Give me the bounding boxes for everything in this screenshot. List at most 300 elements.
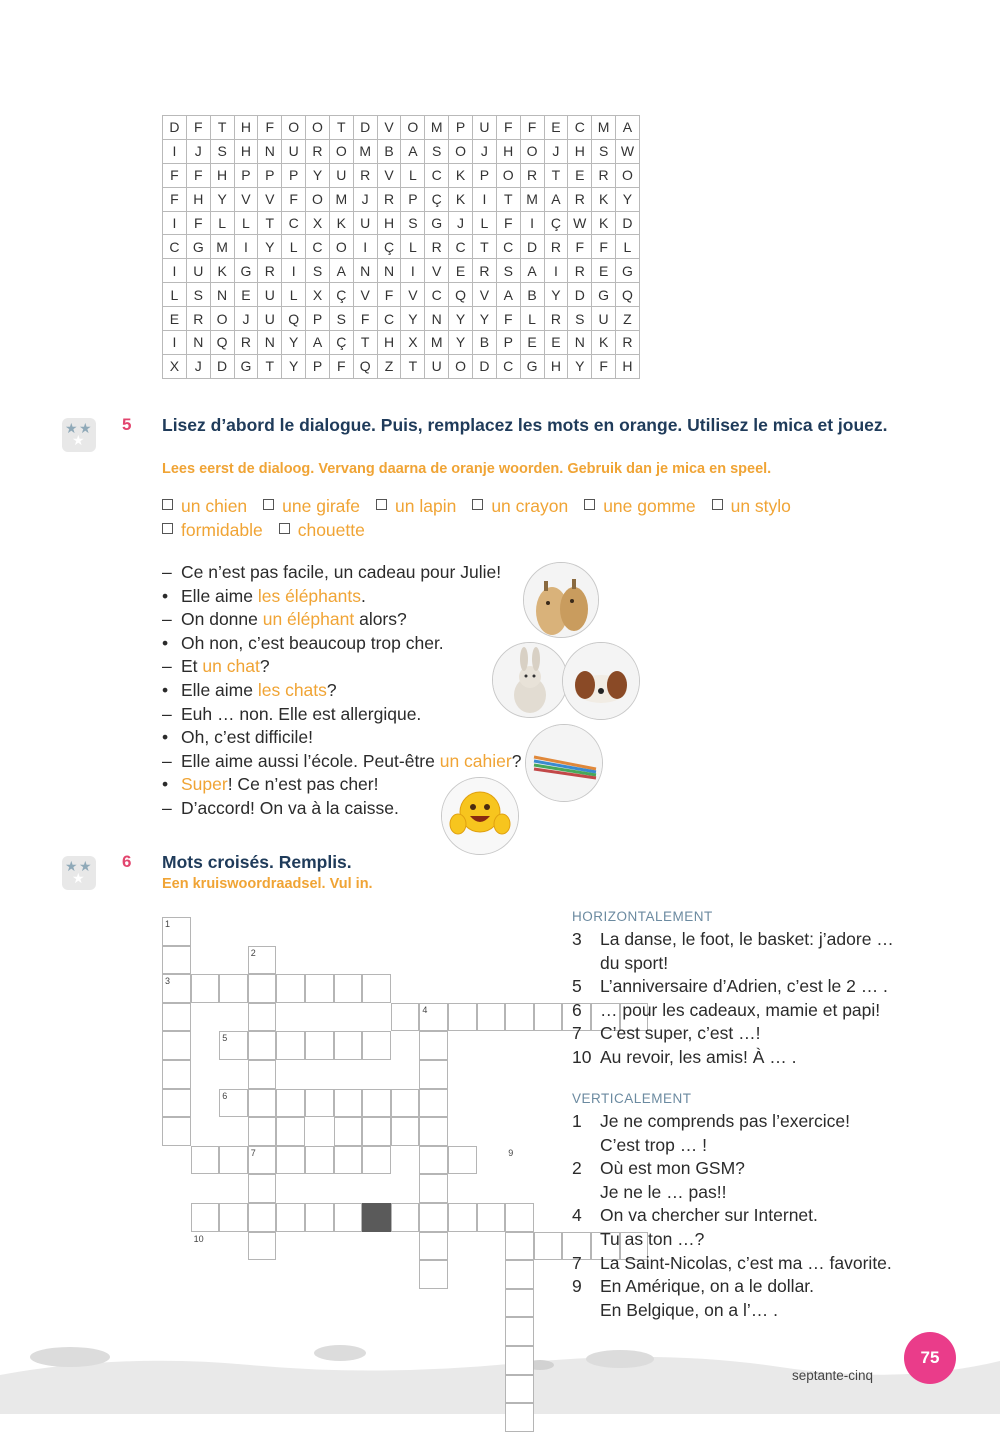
checkbox-icon[interactable] [472, 499, 483, 510]
word-search-cell[interactable]: L [282, 283, 306, 307]
crossword-cell[interactable] [334, 1031, 363, 1060]
crossword-cell[interactable] [305, 1203, 334, 1232]
word-search-cell[interactable]: N [425, 307, 449, 331]
word-search-cell[interactable]: O [496, 163, 520, 187]
word-search-cell[interactable]: P [306, 354, 330, 378]
word-search-cell[interactable]: I [163, 211, 187, 235]
word-search-cell[interactable]: H [186, 187, 210, 211]
word-search-cell[interactable]: X [401, 331, 425, 355]
word-search-cell[interactable]: R [258, 259, 282, 283]
word-search-cell[interactable]: D [353, 116, 377, 140]
crossword-cell[interactable] [505, 1317, 534, 1346]
crossword-cell[interactable] [391, 1003, 420, 1032]
crossword-cell[interactable] [505, 1203, 534, 1232]
word-search-cell[interactable]: P [282, 163, 306, 187]
word-search-cell[interactable]: I [544, 259, 568, 283]
crossword-cell[interactable] [419, 1232, 448, 1261]
word-search-cell[interactable]: Y [282, 331, 306, 355]
word-search-cell[interactable]: S [592, 139, 616, 163]
word-search-cell[interactable]: J [353, 187, 377, 211]
word-search-cell[interactable]: A [401, 139, 425, 163]
crossword-cell[interactable] [505, 1232, 534, 1261]
word-search-cell[interactable]: R [568, 259, 592, 283]
word-search-cell[interactable]: C [163, 235, 187, 259]
crossword-cell[interactable] [419, 1031, 448, 1060]
word-search-cell[interactable]: K [329, 211, 353, 235]
word-search-cell[interactable]: Y [568, 354, 592, 378]
word-search-cell[interactable]: B [377, 139, 401, 163]
word-search-cell[interactable]: U [472, 116, 496, 140]
word-search-cell[interactable]: Q [616, 283, 640, 307]
crossword-cell[interactable] [534, 1003, 563, 1032]
word-search-cell[interactable]: C [306, 235, 330, 259]
word-search-cell[interactable]: M [353, 139, 377, 163]
word-search-cell[interactable]: R [592, 163, 616, 187]
word-search-cell[interactable]: Ç [377, 235, 401, 259]
crossword-cell[interactable] [419, 1117, 448, 1146]
word-search-cell[interactable]: O [449, 139, 473, 163]
word-search-cell[interactable]: Y [401, 307, 425, 331]
word-search-cell[interactable]: L [163, 283, 187, 307]
word-search-cell[interactable]: D [163, 116, 187, 140]
word-search-cell[interactable]: C [449, 235, 473, 259]
option-item[interactable] [712, 494, 791, 518]
crossword-cell[interactable] [505, 1289, 534, 1318]
word-search-cell[interactable]: C [282, 211, 306, 235]
word-search-cell[interactable]: Q [210, 331, 234, 355]
crossword-cell[interactable] [248, 1031, 277, 1060]
word-search-cell[interactable]: Y [449, 331, 473, 355]
word-search-cell[interactable]: B [520, 283, 544, 307]
word-search-cell[interactable]: V [425, 259, 449, 283]
word-search-cell[interactable]: N [258, 139, 282, 163]
word-search-cell[interactable]: I [163, 259, 187, 283]
crossword-cell[interactable] [419, 1146, 448, 1175]
word-search-cell[interactable]: D [210, 354, 234, 378]
word-search-cell[interactable]: Y [544, 283, 568, 307]
word-search-cell[interactable]: N [186, 331, 210, 355]
word-search-cell[interactable]: F [592, 235, 616, 259]
crossword-cell[interactable] [248, 1117, 277, 1146]
word-search-cell[interactable]: Ç [329, 331, 353, 355]
word-search-cell[interactable]: S [401, 211, 425, 235]
word-search-cell[interactable]: W [616, 139, 640, 163]
word-search-cell[interactable]: H [234, 116, 258, 140]
word-search-cell[interactable]: F [496, 211, 520, 235]
word-search-cell[interactable]: J [186, 139, 210, 163]
crossword-cell[interactable] [505, 1003, 534, 1032]
word-search-cell[interactable]: P [306, 307, 330, 331]
word-search-cell[interactable]: C [377, 307, 401, 331]
crossword-cell[interactable] [448, 1203, 477, 1232]
crossword-cell[interactable] [219, 1203, 248, 1232]
word-search-cell[interactable]: R [353, 163, 377, 187]
word-search-cell[interactable]: R [186, 307, 210, 331]
word-search-cell[interactable]: K [449, 163, 473, 187]
word-search-cell[interactable]: G [616, 259, 640, 283]
word-search-cell[interactable]: N [210, 283, 234, 307]
word-search-cell[interactable]: O [282, 116, 306, 140]
checkbox-icon[interactable] [162, 523, 173, 534]
word-search-cell[interactable]: O [306, 116, 330, 140]
word-search-cell[interactable]: F [568, 235, 592, 259]
crossword-cell[interactable] [276, 1089, 305, 1118]
crossword-cell[interactable] [305, 1089, 334, 1118]
word-search-cell[interactable]: Q [449, 283, 473, 307]
word-search-cell[interactable]: M [210, 235, 234, 259]
word-search-cell[interactable]: I [282, 259, 306, 283]
word-search-cell[interactable]: V [258, 187, 282, 211]
word-search-cell[interactable]: L [401, 235, 425, 259]
word-search-cell[interactable]: M [592, 116, 616, 140]
crossword-cell[interactable] [305, 1146, 334, 1175]
word-search-cell[interactable]: T [258, 211, 282, 235]
word-search-cell[interactable]: R [377, 187, 401, 211]
crossword-cell[interactable] [334, 1146, 363, 1175]
word-search-cell[interactable]: I [234, 235, 258, 259]
word-search-cell[interactable]: R [544, 235, 568, 259]
crossword-cell[interactable] [248, 1089, 277, 1118]
word-search-cell[interactable]: O [401, 116, 425, 140]
crossword-cell[interactable] [448, 1146, 477, 1175]
word-search-cell[interactable]: O [616, 163, 640, 187]
crossword-cell[interactable] [305, 1031, 334, 1060]
word-search-cell[interactable]: P [449, 116, 473, 140]
word-search-cell[interactable]: A [306, 331, 330, 355]
crossword-cell[interactable] [534, 1232, 563, 1261]
word-search-cell[interactable]: V [377, 163, 401, 187]
word-search-cell[interactable]: T [210, 116, 234, 140]
crossword-cell[interactable] [248, 1232, 277, 1261]
word-search-cell[interactable]: F [496, 116, 520, 140]
word-search-cell[interactable]: T [329, 116, 353, 140]
word-search-cell[interactable]: I [163, 139, 187, 163]
crossword-cell[interactable] [248, 974, 277, 1003]
word-search-cell[interactable]: J [472, 139, 496, 163]
word-search-cell[interactable]: V [472, 283, 496, 307]
word-search-cell[interactable]: G [186, 235, 210, 259]
crossword-cell[interactable] [276, 1117, 305, 1146]
word-search-cell[interactable]: C [425, 163, 449, 187]
word-search-cell[interactable]: T [401, 354, 425, 378]
word-search-cell[interactable]: H [234, 139, 258, 163]
crossword-cell[interactable] [419, 1060, 448, 1089]
word-search-cell[interactable]: L [520, 307, 544, 331]
word-search-cell[interactable]: G [592, 283, 616, 307]
word-search-cell[interactable]: H [616, 354, 640, 378]
crossword-cell[interactable] [362, 974, 391, 1003]
word-search-cell[interactable]: A [544, 187, 568, 211]
word-search-cell[interactable]: Ç [425, 187, 449, 211]
crossword-cell[interactable] [334, 1117, 363, 1146]
crossword-cell[interactable] [191, 1146, 220, 1175]
option-item[interactable] [376, 494, 456, 518]
word-search-cell[interactable]: L [401, 163, 425, 187]
word-search-cell[interactable]: U [282, 139, 306, 163]
crossword-cell[interactable] [391, 1203, 420, 1232]
option-item[interactable] [162, 494, 247, 518]
word-search-cell[interactable]: A [496, 283, 520, 307]
word-search-cell[interactable]: E [568, 163, 592, 187]
word-search-cell[interactable]: S [496, 259, 520, 283]
crossword-cell[interactable] [248, 1203, 277, 1232]
option-item[interactable] [162, 518, 263, 542]
word-search-cell[interactable]: Ç [544, 211, 568, 235]
crossword-cell[interactable] [334, 1089, 363, 1118]
word-search-cell[interactable]: M [329, 187, 353, 211]
word-search-cell[interactable]: H [496, 139, 520, 163]
crossword-cell[interactable] [362, 1089, 391, 1118]
word-search-cell[interactable]: F [496, 307, 520, 331]
word-search-cell[interactable]: L [234, 211, 258, 235]
word-search-cell[interactable]: R [306, 139, 330, 163]
word-search-cell[interactable]: R [520, 163, 544, 187]
option-item[interactable] [584, 494, 695, 518]
word-search-cell[interactable]: S [306, 259, 330, 283]
crossword-cell[interactable] [334, 1203, 363, 1232]
word-search-cell[interactable]: Q [282, 307, 306, 331]
crossword-cell[interactable] [162, 946, 191, 975]
word-search-cell[interactable]: T [353, 331, 377, 355]
word-search-cell[interactable]: A [329, 259, 353, 283]
word-search-cell[interactable]: O [449, 354, 473, 378]
word-search-cell[interactable]: F [592, 354, 616, 378]
word-search-cell[interactable]: S [186, 283, 210, 307]
word-search-cell[interactable]: I [353, 235, 377, 259]
word-search-cell[interactable]: T [258, 354, 282, 378]
word-search-cell[interactable]: I [401, 259, 425, 283]
word-search-cell[interactable]: F [329, 354, 353, 378]
word-search-cell[interactable]: T [472, 235, 496, 259]
crossword-cell[interactable] [191, 1203, 220, 1232]
word-search-cell[interactable]: C [496, 235, 520, 259]
crossword-cell[interactable] [362, 1117, 391, 1146]
word-search-cell[interactable]: O [210, 307, 234, 331]
word-search-cell[interactable]: L [282, 235, 306, 259]
word-search-cell[interactable]: M [520, 187, 544, 211]
word-search-cell[interactable]: H [377, 331, 401, 355]
crossword-cell[interactable] [419, 1260, 448, 1289]
word-search-cell[interactable]: X [306, 283, 330, 307]
crossword-cell[interactable] [305, 974, 334, 1003]
word-search-cell[interactable]: F [186, 211, 210, 235]
word-search-cell[interactable]: C [425, 283, 449, 307]
crossword-cell[interactable] [505, 1346, 534, 1375]
word-search-cell[interactable]: Y [258, 235, 282, 259]
crossword-cell[interactable] [477, 1003, 506, 1032]
crossword-cell[interactable] [477, 1203, 506, 1232]
word-search-cell[interactable]: E [544, 331, 568, 355]
word-search-cell[interactable]: V [377, 116, 401, 140]
word-search-cell[interactable]: U [186, 259, 210, 283]
word-search-cell[interactable]: L [210, 211, 234, 235]
word-search-cell[interactable]: M [425, 116, 449, 140]
word-search-cell[interactable]: S [425, 139, 449, 163]
crossword-cell[interactable] [276, 1031, 305, 1060]
word-search-cell[interactable]: D [520, 235, 544, 259]
word-search-cell[interactable]: R [544, 307, 568, 331]
word-search-cell[interactable]: V [401, 283, 425, 307]
checkbox-icon[interactable] [376, 499, 387, 510]
word-search-cell[interactable]: N [258, 331, 282, 355]
word-search-cell[interactable]: F [282, 187, 306, 211]
word-search-cell[interactable]: Y [449, 307, 473, 331]
word-search-cell[interactable]: V [353, 283, 377, 307]
word-search-cell[interactable]: R [425, 235, 449, 259]
word-search-cell[interactable]: K [592, 211, 616, 235]
word-search-cell[interactable]: R [616, 331, 640, 355]
crossword-cell[interactable] [248, 1003, 277, 1032]
word-search-cell[interactable]: X [163, 354, 187, 378]
word-search-cell[interactable]: N [377, 259, 401, 283]
word-search-cell[interactable]: J [449, 211, 473, 235]
crossword-cell[interactable] [505, 1375, 534, 1404]
word-search-cell[interactable]: C [568, 116, 592, 140]
word-search-cell[interactable]: X [306, 211, 330, 235]
checkbox-icon[interactable] [263, 499, 274, 510]
word-search-cell[interactable]: Ç [329, 283, 353, 307]
crossword-cell[interactable] [162, 1031, 191, 1060]
word-search-cell[interactable]: J [544, 139, 568, 163]
crossword-cell[interactable] [505, 1403, 534, 1432]
option-item[interactable] [279, 518, 365, 542]
crossword-cell[interactable] [334, 974, 363, 1003]
crossword-cell[interactable] [162, 1089, 191, 1118]
word-search-cell[interactable]: L [472, 211, 496, 235]
word-search-cell[interactable]: Z [616, 307, 640, 331]
word-search-cell[interactable]: P [401, 187, 425, 211]
word-search-cell[interactable]: F [520, 116, 544, 140]
word-search-cell[interactable]: L [616, 235, 640, 259]
checkbox-icon[interactable] [584, 499, 595, 510]
word-search-cell[interactable]: E [544, 116, 568, 140]
word-search-cell[interactable]: K [449, 187, 473, 211]
word-search-cell[interactable]: E [592, 259, 616, 283]
word-search-cell[interactable]: H [544, 354, 568, 378]
word-search-cell[interactable]: G [425, 211, 449, 235]
crossword-cell[interactable] [448, 1003, 477, 1032]
word-search-cell[interactable]: F [186, 163, 210, 187]
word-search-cell[interactable]: F [163, 163, 187, 187]
word-search-cell[interactable]: R [472, 259, 496, 283]
option-item[interactable] [472, 494, 568, 518]
word-search-cell[interactable]: P [258, 163, 282, 187]
word-search-cell[interactable]: P [496, 331, 520, 355]
word-search-cell[interactable]: G [234, 354, 258, 378]
word-search-cell[interactable]: T [544, 163, 568, 187]
checkbox-icon[interactable] [712, 499, 723, 510]
word-search-cell[interactable]: H [568, 139, 592, 163]
crossword-cell[interactable] [419, 1089, 448, 1118]
word-search-cell[interactable]: V [234, 187, 258, 211]
word-search-cell[interactable]: P [472, 163, 496, 187]
word-search-cell[interactable]: U [425, 354, 449, 378]
word-search-cell[interactable]: J [186, 354, 210, 378]
crossword-cell[interactable] [391, 1117, 420, 1146]
word-search-cell[interactable]: F [377, 283, 401, 307]
crossword-cell[interactable] [276, 1146, 305, 1175]
word-search-cell[interactable]: D [568, 283, 592, 307]
word-search-cell[interactable]: D [616, 211, 640, 235]
word-search-cell[interactable]: N [353, 259, 377, 283]
word-search-cell[interactable]: A [616, 116, 640, 140]
word-search-cell[interactable]: Q [353, 354, 377, 378]
word-search-cell[interactable]: S [329, 307, 353, 331]
word-search-cell[interactable]: J [234, 307, 258, 331]
word-search-cell[interactable]: C [496, 354, 520, 378]
word-search-cell[interactable]: S [210, 139, 234, 163]
crossword-cell[interactable] [362, 1031, 391, 1060]
word-search-cell[interactable]: W [568, 211, 592, 235]
word-search-cell[interactable]: K [210, 259, 234, 283]
word-search-cell[interactable]: E [449, 259, 473, 283]
crossword-cell[interactable] [362, 1146, 391, 1175]
word-search-cell[interactable]: E [520, 331, 544, 355]
crossword-cell[interactable] [276, 974, 305, 1003]
crossword-cell[interactable] [162, 1117, 191, 1146]
word-search-cell[interactable]: O [329, 139, 353, 163]
crossword-cell[interactable] [248, 1174, 277, 1203]
word-search-cell[interactable]: P [234, 163, 258, 187]
checkbox-icon[interactable] [162, 499, 173, 510]
crossword-cell[interactable] [419, 1174, 448, 1203]
option-item[interactable] [263, 494, 360, 518]
word-search-cell[interactable]: N [568, 331, 592, 355]
word-search-cell[interactable]: Y [306, 163, 330, 187]
crossword-cell[interactable] [219, 1146, 248, 1175]
word-search-cell[interactable]: F [186, 116, 210, 140]
crossword-cell[interactable] [419, 1203, 448, 1232]
word-search-cell[interactable]: A [520, 259, 544, 283]
word-search-cell[interactable]: I [163, 331, 187, 355]
word-search-cell[interactable]: U [592, 307, 616, 331]
crossword-cell[interactable] [391, 1089, 420, 1118]
word-search-cell[interactable]: Y [282, 354, 306, 378]
word-search-cell[interactable]: F [258, 116, 282, 140]
word-search-cell[interactable]: O [306, 187, 330, 211]
word-search-cell[interactable]: Y [472, 307, 496, 331]
crossword-cell[interactable] [162, 1003, 191, 1032]
crossword-cell[interactable] [276, 1203, 305, 1232]
word-search-cell[interactable]: I [472, 187, 496, 211]
word-search-cell[interactable]: Z [377, 354, 401, 378]
crossword-cell[interactable] [191, 974, 220, 1003]
word-search-cell[interactable]: O [329, 235, 353, 259]
checkbox-icon[interactable] [279, 523, 290, 534]
word-search-cell[interactable]: U [329, 163, 353, 187]
word-search-cell[interactable]: B [472, 331, 496, 355]
crossword-cell[interactable] [505, 1260, 534, 1289]
crossword-cell[interactable] [162, 1060, 191, 1089]
word-search-cell[interactable]: O [520, 139, 544, 163]
word-search-cell[interactable]: D [472, 354, 496, 378]
word-search-cell[interactable]: H [210, 163, 234, 187]
word-search-cell[interactable]: R [234, 331, 258, 355]
word-search-cell[interactable]: G [234, 259, 258, 283]
word-search-cell[interactable]: E [234, 283, 258, 307]
word-search-cell[interactable]: K [592, 187, 616, 211]
word-search-cell[interactable]: F [163, 187, 187, 211]
word-search-cell[interactable]: U [258, 283, 282, 307]
word-search-cell[interactable]: Y [210, 187, 234, 211]
word-search-cell[interactable]: T [496, 187, 520, 211]
word-search-cell[interactable]: U [353, 211, 377, 235]
crossword-cell[interactable] [219, 974, 248, 1003]
word-search-cell[interactable]: F [353, 307, 377, 331]
word-search-cell[interactable]: M [425, 331, 449, 355]
word-search-cell[interactable]: Y [616, 187, 640, 211]
word-search-cell[interactable]: K [592, 331, 616, 355]
